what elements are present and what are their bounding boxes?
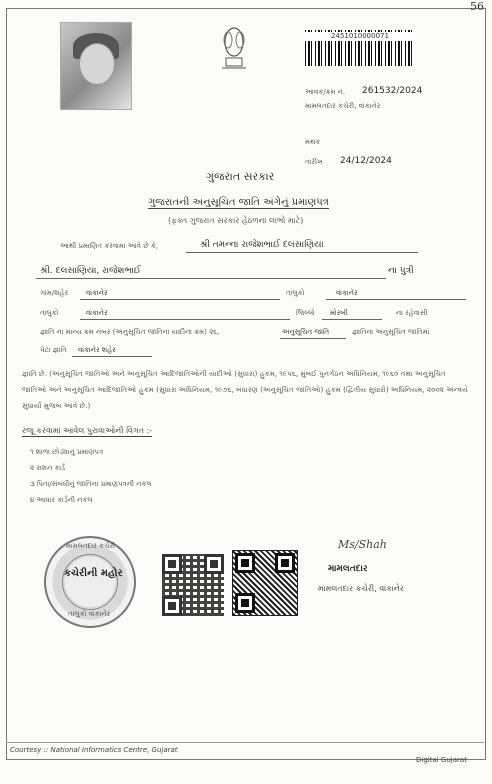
father-underline <box>36 278 386 279</box>
district-underline <box>322 319 382 320</box>
qr-finder <box>235 593 255 613</box>
father-value: શ્રી. દલસાણિયા, રાજેશભાઈ <box>40 266 141 276</box>
barcode-number: 2451010000071 <box>305 32 415 41</box>
doc-item: ૩ પિતા/સંબંધીનું જાતિના પ્રમાણપત્રની નકલ <box>30 480 152 488</box>
doc-item: ૧ શાળા છોડ્યાનું પ્રમાણપત્ર <box>30 448 104 456</box>
city-value: વાંકાનેર શહેર <box>78 346 116 354</box>
name-value: શ્રી તમન્ના રાજેશભાઈ દલસાણિયા <box>200 240 324 250</box>
office-line: મામલતદાર કચેરી, વાંકાનેર <box>305 102 381 110</box>
taluka-value-2: વાંકાનેર <box>86 309 108 317</box>
community-underline <box>280 338 346 339</box>
qr-code-large <box>232 550 298 616</box>
seal-top-text: મામલતદાર કચેરી <box>66 542 116 550</box>
community-line: જ્ઞાતિ ના માન્ય ક્રમ નંબર (અનુસૂચિત જાતિના યાદીના ક્રમ) ૨૬, <box>40 328 220 336</box>
taluka-label: તાલુકો <box>286 289 305 297</box>
certify-label: આથી પ્રમાણિત કરવામાં આવે છે કે, <box>60 242 159 250</box>
relation-text: ના પુત્રી <box>388 266 414 276</box>
signature-scribble: Ms/Shah <box>338 538 387 551</box>
sub-caste-label: પેટા જ્ઞાતિ <box>40 346 67 354</box>
village-label: ગામ/શહેર <box>40 289 69 297</box>
docs-heading: રજૂ કરવામાં આવેલ પુરાવાઓની વિગત :- <box>22 426 153 435</box>
date-label: તારીખ <box>305 158 323 166</box>
end-text: જ્ઞાતિના અનુસૂચિત જાતિમાં <box>352 328 430 336</box>
application-no-label: આવક/ક્રમ નં. <box>305 88 346 96</box>
office-seal <box>44 536 136 628</box>
footer-rule <box>6 742 484 743</box>
qr-finder <box>235 553 255 573</box>
seal-bottom-text: તાલુકો વાંકાનેર <box>68 610 111 618</box>
doc-item: ૪ આધાર કાર્ડની નકલ <box>30 496 93 504</box>
qr-finder <box>162 554 182 574</box>
taluka-value: વાંકાનેર <box>336 289 358 297</box>
footer-courtesy: Courtesy :: National Informatics Centre, Gujarat <box>10 746 178 754</box>
certificate-title: ગુજરાતની અનુસૂચિત જાતિ અંગેનું પ્રમાણપત્ર <box>148 197 329 208</box>
community-label: અનુસૂચિત જાતિ <box>282 328 330 336</box>
qr-finder <box>275 553 295 573</box>
photo-face <box>79 43 115 85</box>
taluka-underline <box>326 299 466 300</box>
date-value: 24/12/2024 <box>340 156 392 166</box>
village-underline <box>80 299 280 300</box>
district-label: જિલ્લો <box>296 309 315 317</box>
signatory-office: મામલતદાર કચેરી, વાંકાનેર <box>318 584 404 593</box>
place-label: મથક <box>305 138 321 146</box>
application-no: 261532/2024 <box>362 86 423 96</box>
applicant-photo <box>60 22 132 110</box>
taluka-label-2: તાલુકો <box>40 309 59 317</box>
page-number: 56 <box>470 0 484 13</box>
city-underline <box>72 356 152 357</box>
name-underline <box>186 252 418 253</box>
district-value: મોરબી <box>330 309 348 317</box>
seal-inner-ring <box>62 554 118 610</box>
purpose-line: (ફક્ત ગુજરાત સરકાર હેઠળના લાભો માટે) <box>168 216 304 225</box>
legal-paragraph: જ્ઞાતિ છે. (અનુસૂચિત જાતિઓ અને અનુસૂચિત આદિજાતિઓની યાદીઓ (સુધારા) હુકમ, ૧૯૫૬, મુંબઈ પુનર્ગઠન અધિનિયમ, ૧૯૬૦ તથા અનુસૂચિત જાતિઓ અને અનુસૂચિત આદિજાતિઓ હુકમ (સુધારા અધિનિયમ, ૧૯૭૬, બંધારણ (અનુસૂચિત જાતિઓ) હુકમ (દ્વિતીય સુધારો) અધિનિયમ, ૨૦૦૨ અન્વયે સુધાર્યા મુજબ આવે છે.) <box>22 369 468 410</box>
village-value: વાંકાનેર <box>86 289 108 297</box>
doc-item: ૨ રાશન કાર્ડ <box>30 464 66 472</box>
taluka-underline-2 <box>80 319 290 320</box>
seal-center-text: કચેરીની મહોર <box>64 568 123 579</box>
qr-finder <box>162 596 182 616</box>
resident-label: ના રહેવાસી <box>396 309 428 317</box>
qr-finder <box>204 554 224 574</box>
government-title: ગુજરાત સરકાર <box>206 170 275 183</box>
qr-code-small <box>162 554 224 616</box>
national-emblem-icon <box>214 24 254 72</box>
footer-brand: Digital Gujarat <box>416 756 467 764</box>
signatory-title: મામલતદાર <box>328 564 368 574</box>
